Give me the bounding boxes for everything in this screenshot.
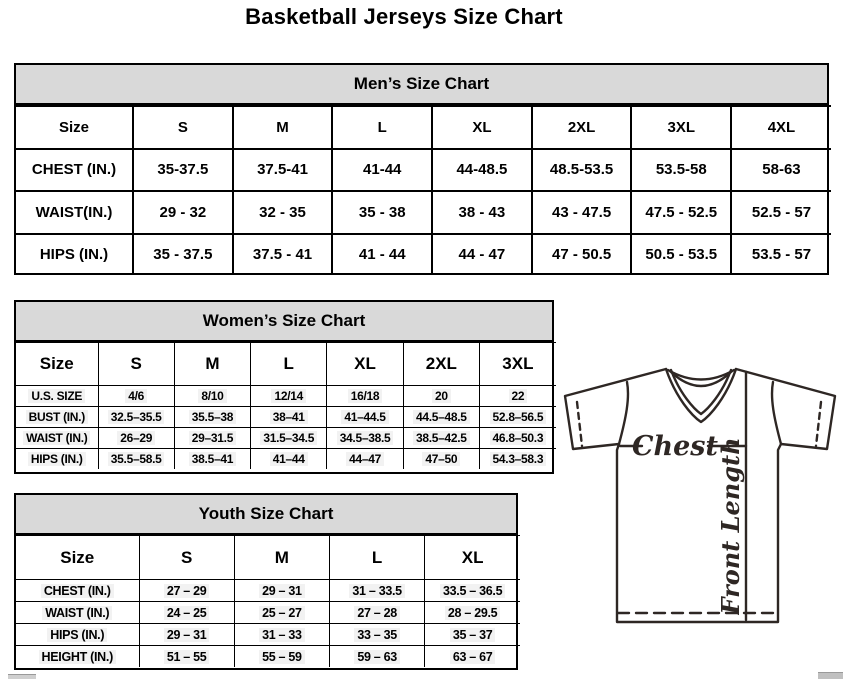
table-row — [16, 191, 831, 234]
row-label-cell: HIPS (IN.) — [16, 234, 133, 276]
row-label-cell: CHEST (IN.) — [16, 580, 139, 602]
value-cell: 43 - 47.5 — [532, 191, 632, 234]
value-cell: 38–41 — [251, 407, 327, 428]
value-cell: 38.5–41 — [174, 449, 250, 470]
womens-size-chart — [14, 300, 554, 474]
value-cell: 52.8–56.5 — [479, 407, 555, 428]
value-cell: 41 - 44 — [332, 234, 432, 276]
value-cell: 52.5 - 57 — [731, 191, 831, 234]
value-cell: 53.5-58 — [631, 149, 731, 192]
value-cell: 33.5 – 36.5 — [425, 580, 520, 602]
womens-table-title: Women’s Size Chart — [16, 302, 552, 342]
value-cell: 4/6 — [98, 386, 174, 407]
value-cell: 55 – 59 — [234, 646, 329, 668]
value-cell: 29 – 31 — [139, 624, 234, 646]
youth-size-chart — [14, 493, 518, 670]
right-cuff-dashed-line — [816, 402, 821, 446]
mens-table — [16, 105, 831, 275]
value-cell: 8/10 — [174, 386, 250, 407]
value-cell: 34.5–38.5 — [327, 428, 403, 449]
row-label-cell: U.S. SIZE — [16, 386, 98, 407]
horizontal-scrollbar-fragment-left[interactable] — [8, 674, 36, 679]
value-cell: 25 – 27 — [234, 602, 329, 624]
value-cell: 31 – 33.5 — [330, 580, 425, 602]
column-header-cell: Size — [16, 536, 139, 580]
value-cell: 28 – 29.5 — [425, 602, 520, 624]
column-header-cell: 4XL — [731, 106, 831, 149]
value-cell: 58-63 — [731, 149, 831, 192]
horizontal-scrollbar-fragment-right[interactable] — [818, 672, 843, 679]
column-header-cell: Size — [16, 343, 98, 386]
column-header-cell: 3XL — [631, 106, 731, 149]
table-row — [16, 386, 556, 407]
value-cell: 27 – 29 — [139, 580, 234, 602]
value-cell: 29–31.5 — [174, 428, 250, 449]
table-row — [16, 407, 556, 428]
value-cell: 41–44.5 — [327, 407, 403, 428]
womens-table — [16, 342, 556, 469]
value-cell: 32.5–35.5 — [98, 407, 174, 428]
mens-size-chart — [14, 63, 829, 275]
left-armhole-seam — [619, 382, 628, 444]
value-cell: 44 - 47 — [432, 234, 532, 276]
column-header-cell: XL — [425, 536, 520, 580]
column-header-cell: L — [332, 106, 432, 149]
value-cell: 24 – 25 — [139, 602, 234, 624]
table-row — [16, 602, 520, 624]
column-header-cell: Size — [16, 106, 133, 149]
column-header-cell: 2XL — [403, 343, 479, 386]
table-row — [16, 580, 520, 602]
value-cell: 37.5 - 41 — [233, 234, 333, 276]
left-cuff-dashed-line — [577, 402, 582, 446]
value-cell: 54.3–58.3 — [479, 449, 555, 470]
value-cell: 35 - 38 — [332, 191, 432, 234]
row-label-cell: HIPS (IN.) — [16, 624, 139, 646]
value-cell: 29 – 31 — [234, 580, 329, 602]
value-cell: 44–47 — [327, 449, 403, 470]
value-cell: 22 — [479, 386, 555, 407]
column-header-cell: L — [251, 343, 327, 386]
value-cell: 33 – 35 — [330, 624, 425, 646]
value-cell: 47 - 50.5 — [532, 234, 632, 276]
table-row — [16, 624, 520, 646]
value-cell: 35-37.5 — [133, 149, 233, 192]
value-cell: 50.5 - 53.5 — [631, 234, 731, 276]
table-row — [16, 149, 831, 192]
jersey-outline — [565, 369, 835, 622]
column-header-cell: XL — [432, 106, 532, 149]
table-row — [16, 234, 831, 276]
row-label-cell: CHEST (IN.) — [16, 149, 133, 192]
value-cell: 12/14 — [251, 386, 327, 407]
value-cell: 29 - 32 — [133, 191, 233, 234]
table-row — [16, 449, 556, 470]
value-cell: 41-44 — [332, 149, 432, 192]
column-header-cell: S — [98, 343, 174, 386]
value-cell: 53.5 - 57 — [731, 234, 831, 276]
value-cell: 44-48.5 — [432, 149, 532, 192]
value-cell: 20 — [403, 386, 479, 407]
value-cell: 35 – 37 — [425, 624, 520, 646]
youth-table — [16, 535, 520, 667]
column-header-row — [16, 536, 520, 580]
value-cell: 41–44 — [251, 449, 327, 470]
column-header-cell: M — [234, 536, 329, 580]
value-cell: 35.5–58.5 — [98, 449, 174, 470]
jersey-measurement-diagram — [556, 356, 842, 676]
page-title: Basketball Jerseys Size Chart — [245, 4, 563, 29]
value-cell: 31.5–34.5 — [251, 428, 327, 449]
row-label-cell: HEIGHT (IN.) — [16, 646, 139, 668]
column-header-cell: L — [330, 536, 425, 580]
row-label-cell: WAIST (IN.) — [16, 428, 98, 449]
column-header-cell: 2XL — [532, 106, 632, 149]
column-header-cell: M — [174, 343, 250, 386]
value-cell: 35 - 37.5 — [133, 234, 233, 276]
chest-label: Chest — [632, 431, 718, 462]
row-label-cell: WAIST (IN.) — [16, 602, 139, 624]
value-cell: 37.5-41 — [233, 149, 333, 192]
value-cell: 38.5–42.5 — [403, 428, 479, 449]
column-header-cell: M — [233, 106, 333, 149]
right-armhole-seam — [772, 382, 781, 444]
table-row — [16, 428, 556, 449]
value-cell: 16/18 — [327, 386, 403, 407]
value-cell: 35.5–38 — [174, 407, 250, 428]
row-label-cell: BUST (IN.) — [16, 407, 98, 428]
row-label-cell: WAIST(IN.) — [16, 191, 133, 234]
column-header-cell: 3XL — [479, 343, 555, 386]
value-cell: 47.5 - 52.5 — [631, 191, 731, 234]
row-label-cell: HIPS (IN.) — [16, 449, 98, 470]
value-cell: 51 – 55 — [139, 646, 234, 668]
value-cell: 48.5-53.5 — [532, 149, 632, 192]
value-cell: 27 – 28 — [330, 602, 425, 624]
value-cell: 38 - 43 — [432, 191, 532, 234]
column-header-cell: XL — [327, 343, 403, 386]
value-cell: 63 – 67 — [425, 646, 520, 668]
value-cell: 26–29 — [98, 428, 174, 449]
column-header-cell: S — [133, 106, 233, 149]
value-cell: 46.8–50.3 — [479, 428, 555, 449]
value-cell: 47–50 — [403, 449, 479, 470]
column-header-cell: S — [139, 536, 234, 580]
column-header-row — [16, 343, 556, 386]
youth-table-title: Youth Size Chart — [16, 495, 516, 535]
value-cell: 59 – 63 — [330, 646, 425, 668]
value-cell: 31 – 33 — [234, 624, 329, 646]
mens-table-title: Men’s Size Chart — [16, 65, 827, 105]
table-row — [16, 646, 520, 668]
front-length-label: Front Length — [716, 437, 745, 615]
value-cell: 44.5–48.5 — [403, 407, 479, 428]
column-header-row — [16, 106, 831, 149]
value-cell: 32 - 35 — [233, 191, 333, 234]
